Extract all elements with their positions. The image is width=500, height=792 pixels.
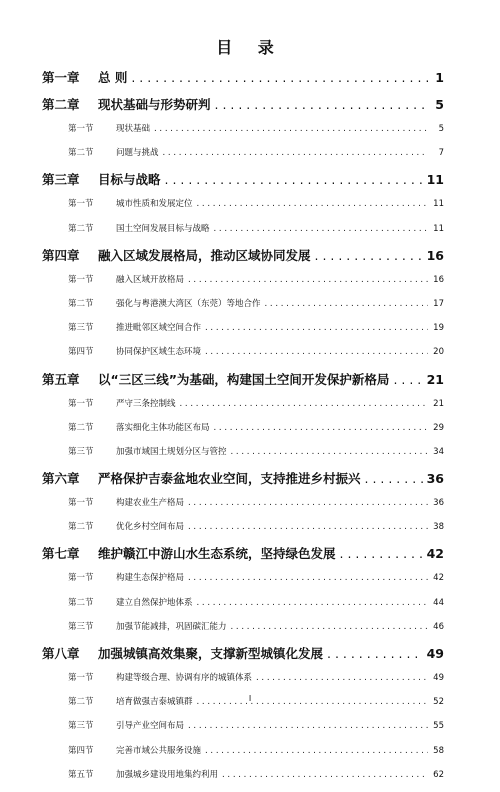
entry-number: 第二章 — [42, 97, 80, 112]
entry-title: 现状基础 — [116, 124, 151, 134]
entry-page-number: 7 — [438, 148, 444, 159]
entry-number: 第一节 — [68, 673, 94, 683]
entry-number: 第三节 — [68, 621, 94, 632]
toc-section[interactable] — [42, 273, 444, 297]
entry-title: 加强城乡建设用地集约利用 — [116, 769, 219, 780]
toc-section[interactable] — [42, 445, 444, 469]
dot-leader — [222, 770, 428, 780]
table-of-contents — [42, 68, 444, 792]
entry-page-number: 29 — [433, 422, 444, 433]
dot-leader — [188, 721, 428, 731]
entry-title: 构建农业生产格局 — [116, 498, 185, 509]
entry-number: 第二节 — [68, 697, 94, 708]
toc-section[interactable] — [42, 222, 444, 246]
dot-leader — [197, 199, 428, 209]
toc-section[interactable] — [42, 397, 444, 421]
entry-page-number: 20 — [433, 347, 444, 358]
entry-page-number: 62 — [433, 769, 444, 780]
dot-leader — [215, 97, 428, 112]
entry-page-number: 21 — [433, 398, 444, 409]
entry-page-number: 36 — [433, 498, 444, 509]
entry-page-number: 58 — [433, 745, 444, 756]
entry-page-number: 55 — [433, 721, 444, 732]
dot-leader — [214, 224, 428, 234]
toc-section[interactable] — [42, 620, 444, 644]
entry-page-number: 11 — [426, 172, 444, 188]
entry-page-number: 11 — [433, 199, 444, 210]
entry-title: 完善市域公共服务设施 — [116, 745, 202, 756]
entry-title: 严格保护吉泰盆地农业空间，支持推进乡村振兴 — [98, 471, 361, 487]
entry-page-number: 44 — [433, 597, 444, 608]
entry-page-number: 16 — [433, 274, 444, 285]
entry-title: 以“三区三线”为基础，构建国土空间开发保护新格局 — [98, 371, 390, 387]
entry-title: 培育做强吉泰城镇群 — [116, 697, 193, 708]
dot-leader — [393, 372, 422, 387]
entry-page-number: 49 — [433, 673, 444, 683]
dot-leader — [197, 598, 428, 608]
entry-title: 融入区域开放格局 — [116, 274, 185, 285]
dot-leader — [265, 299, 428, 309]
dot-leader — [214, 423, 428, 433]
entry-number: 第四节 — [68, 347, 94, 358]
entry-title: 融入区域发展格局，推动区域协同发展 — [98, 247, 311, 263]
toc-section[interactable] — [42, 197, 444, 221]
entry-number: 第二节 — [68, 223, 94, 234]
toc-section[interactable] — [42, 146, 444, 170]
dot-leader — [205, 347, 428, 357]
toc-section[interactable] — [42, 496, 444, 520]
entry-number: 第四章 — [42, 247, 80, 263]
entry-page-number: 5 — [438, 124, 444, 134]
dot-leader — [154, 124, 428, 134]
toc-section[interactable] — [42, 671, 444, 695]
entry-number: 第六章 — [42, 471, 80, 487]
entry-number: 第三节 — [68, 446, 94, 457]
entry-number: 第七章 — [42, 546, 80, 562]
entry-title: 建立自然保护地体系 — [116, 597, 193, 608]
entry-page-number: 38 — [433, 522, 444, 533]
dot-leader — [315, 248, 423, 263]
entry-title: 问题与挑战 — [116, 148, 159, 159]
toc-chapter[interactable] — [42, 246, 444, 273]
toc-section[interactable] — [42, 122, 444, 146]
toc-section[interactable] — [42, 768, 444, 792]
dot-leader — [131, 70, 428, 85]
entry-number: 第一节 — [68, 124, 94, 134]
entry-title: 优化乡村空间布局 — [116, 522, 185, 533]
toc-chapter[interactable] — [42, 644, 444, 671]
entry-title: 目标与战略 — [98, 172, 161, 188]
toc-chapter[interactable] — [42, 370, 444, 397]
entry-title: 加强节能减排，巩固碳汇能力 — [116, 621, 227, 632]
entry-title: 严守三条控制线 — [116, 398, 176, 409]
entry-number: 第一节 — [68, 199, 94, 210]
dot-leader — [180, 399, 428, 409]
entry-number: 第一节 — [68, 498, 94, 509]
entry-title: 强化与粤港澳大湾区（东莞）等地合作 — [116, 298, 261, 309]
entry-number: 第二节 — [68, 597, 94, 608]
toc-section[interactable] — [42, 719, 444, 743]
entry-title: 国土空间发展目标与战略 — [116, 223, 210, 234]
entry-title: 总 则 — [98, 70, 128, 85]
page-title: 目 录 — [216, 38, 284, 57]
dot-leader — [365, 471, 423, 486]
entry-title: 引导产业空间布局 — [116, 721, 185, 732]
entry-number: 第二节 — [68, 298, 94, 309]
toc-section[interactable] — [42, 421, 444, 445]
toc-section[interactable] — [42, 571, 444, 595]
entry-number: 第一章 — [42, 70, 80, 85]
toc-section[interactable] — [42, 520, 444, 544]
toc-section[interactable] — [42, 345, 444, 369]
entry-number: 第二节 — [68, 148, 94, 159]
entry-page-number: 49 — [426, 646, 444, 661]
dot-leader — [256, 673, 428, 683]
dot-leader — [340, 546, 423, 561]
entry-title: 推进毗邻区域空间合作 — [116, 323, 202, 334]
entry-page-number: 36 — [426, 471, 444, 487]
entry-number: 第五章 — [42, 371, 80, 387]
toc-section[interactable] — [42, 596, 444, 620]
dot-leader — [165, 172, 423, 187]
entry-title: 加强城镇高效集聚，支撑新型城镇化发展 — [98, 646, 324, 661]
dot-leader — [163, 148, 428, 158]
entry-page-number: 1 — [435, 70, 444, 85]
entry-title: 加强市域国土规划分区与管控 — [116, 446, 227, 457]
entry-number: 第一节 — [68, 398, 94, 409]
entry-number: 第三节 — [68, 323, 94, 334]
entry-page-number: 11 — [433, 223, 444, 234]
entry-number: 第三节 — [68, 721, 94, 732]
entry-title: 城市性质和发展定位 — [116, 199, 193, 210]
entry-number: 第二节 — [68, 522, 94, 533]
dot-leader — [231, 447, 428, 457]
dot-leader — [327, 646, 423, 661]
dot-leader — [188, 275, 428, 285]
entry-page-number: 46 — [433, 621, 444, 632]
entry-number: 第二节 — [68, 422, 94, 433]
entry-number: 第三章 — [42, 172, 80, 188]
entry-number: 第一节 — [68, 573, 94, 584]
entry-page-number: 34 — [433, 446, 444, 457]
entry-page-number: 52 — [433, 697, 444, 708]
dot-leader — [188, 573, 428, 583]
entry-page-number: 17 — [433, 298, 444, 309]
entry-page-number: 16 — [426, 247, 444, 263]
entry-page-number: 21 — [426, 371, 444, 387]
toc-chapter[interactable] — [42, 95, 444, 122]
dot-leader — [188, 498, 428, 508]
entry-title: 落实细化主体功能区布局 — [116, 422, 210, 433]
toc-section[interactable] — [42, 297, 444, 321]
entry-page-number: 5 — [435, 97, 444, 112]
dot-leader — [205, 323, 428, 333]
toc-chapter[interactable] — [42, 469, 444, 496]
entry-page-number: 42 — [433, 573, 444, 584]
entry-number: 第一节 — [68, 274, 94, 285]
entry-title: 构建生态保护格局 — [116, 573, 185, 584]
page-number: I — [248, 694, 252, 703]
dot-leader — [231, 622, 428, 632]
toc-chapter[interactable] — [42, 544, 444, 571]
entry-title: 维护赣江中游山水生态系统，坚持绿色发展 — [98, 546, 336, 562]
entry-title: 现状基础与形势研判 — [98, 97, 211, 112]
entry-title: 构建等级合理、协调有序的城镇体系 — [116, 673, 253, 683]
entry-number: 第五节 — [68, 769, 94, 780]
dot-leader — [205, 746, 428, 756]
toc-section[interactable] — [42, 744, 444, 768]
toc-chapter[interactable] — [42, 170, 444, 197]
entry-number: 第八章 — [42, 646, 80, 661]
entry-number: 第四节 — [68, 745, 94, 756]
entry-page-number: 42 — [426, 546, 444, 562]
entry-page-number: 19 — [433, 323, 444, 334]
dot-leader — [188, 522, 428, 532]
toc-section[interactable] — [42, 321, 444, 345]
toc-chapter[interactable] — [42, 68, 444, 95]
entry-title: 协同保护区域生态环境 — [116, 347, 202, 358]
